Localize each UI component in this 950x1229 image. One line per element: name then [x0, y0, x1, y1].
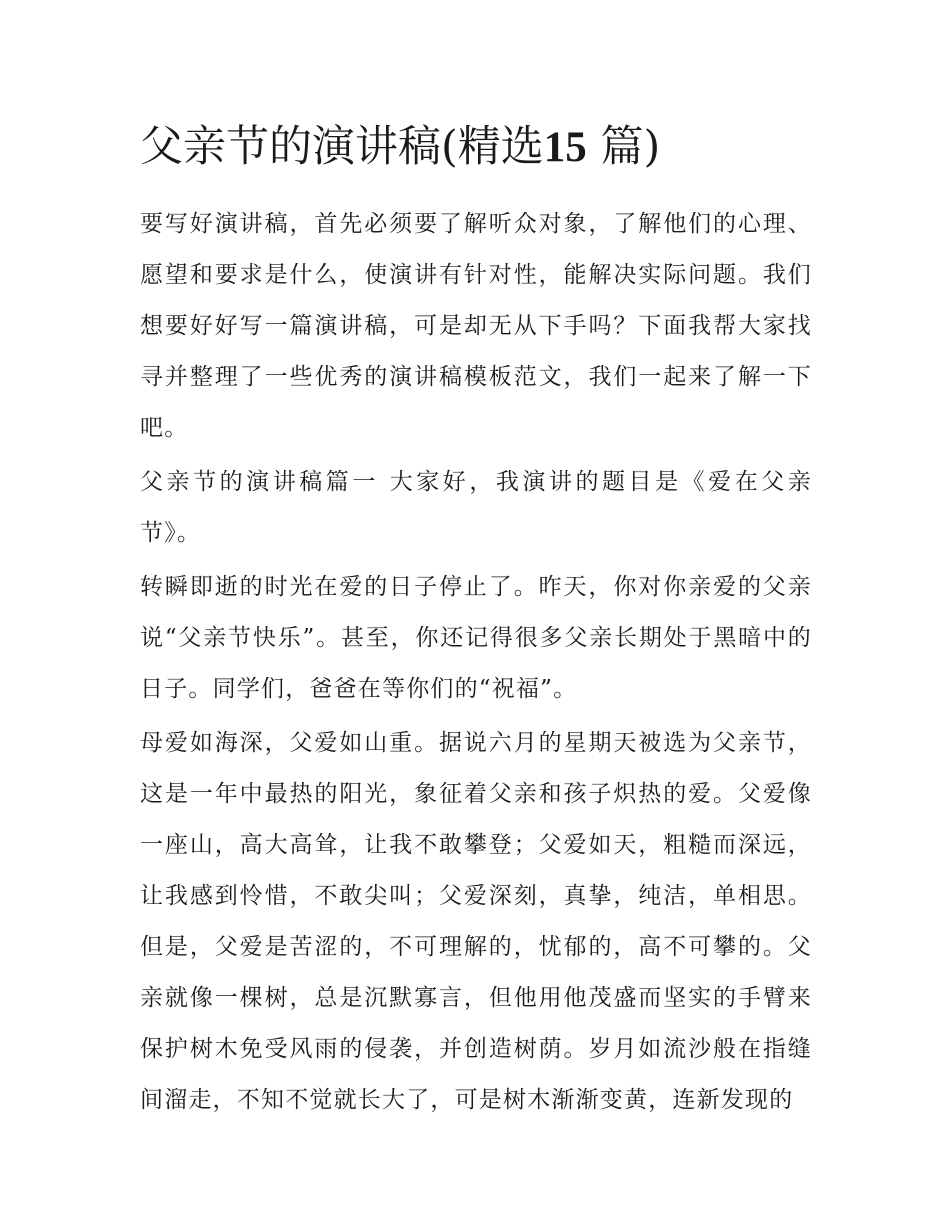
paragraph-intro: 要写好演讲稿，首先必须要了解听众对象，了解他们的心理、愿望和要求是什么，使演讲有针对性，能解决实际问题。我们想要好好写一篇演讲稿，可是却无从下手吗？下面我帮大家找寻并整理了一些优秀的演讲稿模板范文，我们一起来了解一下吧。 [140, 211, 812, 441]
paragraph-speech-title: 父亲节的演讲稿篇一 大家好，我演讲的题目是《爱在父亲节》。 [140, 469, 812, 546]
paragraph-fatherly-love: 母爱如海深，父爱如山重。据说六月的星期天被选为父亲节，这是一年中最热的阳光，象征着父亲和孩子炽热的爱。父爱像一座山，高大高耸，让我不敢攀登；父爱如天，粗糙而深远，让我感到怜惜，不敢尖叫；父爱深刻，真挚，纯洁，单相思。但是，父爱是苦涩的，不可理解的，忧郁的，高不可攀的。父亲就像一棵树，总是沉默寡言，但他用他茂盛而坚实的手臂来保护树木免受风雨的侵袭，并创造树荫。岁月如流沙般在指缝间溜走，不知不觉就长大了，可是树木渐渐变黄，连新发现的 [140, 730, 812, 1113]
document-body [140, 199, 812, 1129]
title-main: 父亲节的演讲稿(精选 [140, 122, 544, 172]
title-count: 15 [543, 124, 587, 171]
paragraph-fathers-day-greeting: 转瞬即逝的时光在爱的日子停止了。昨天，你对你亲爱的父亲说“父亲节快乐”。甚至，你还记得很多父亲长期处于黑暗中的日子。同学们，爸爸在等你们的“祝福”。 [140, 574, 812, 702]
document-title [140, 118, 840, 177]
title-end: 篇) [600, 122, 661, 172]
